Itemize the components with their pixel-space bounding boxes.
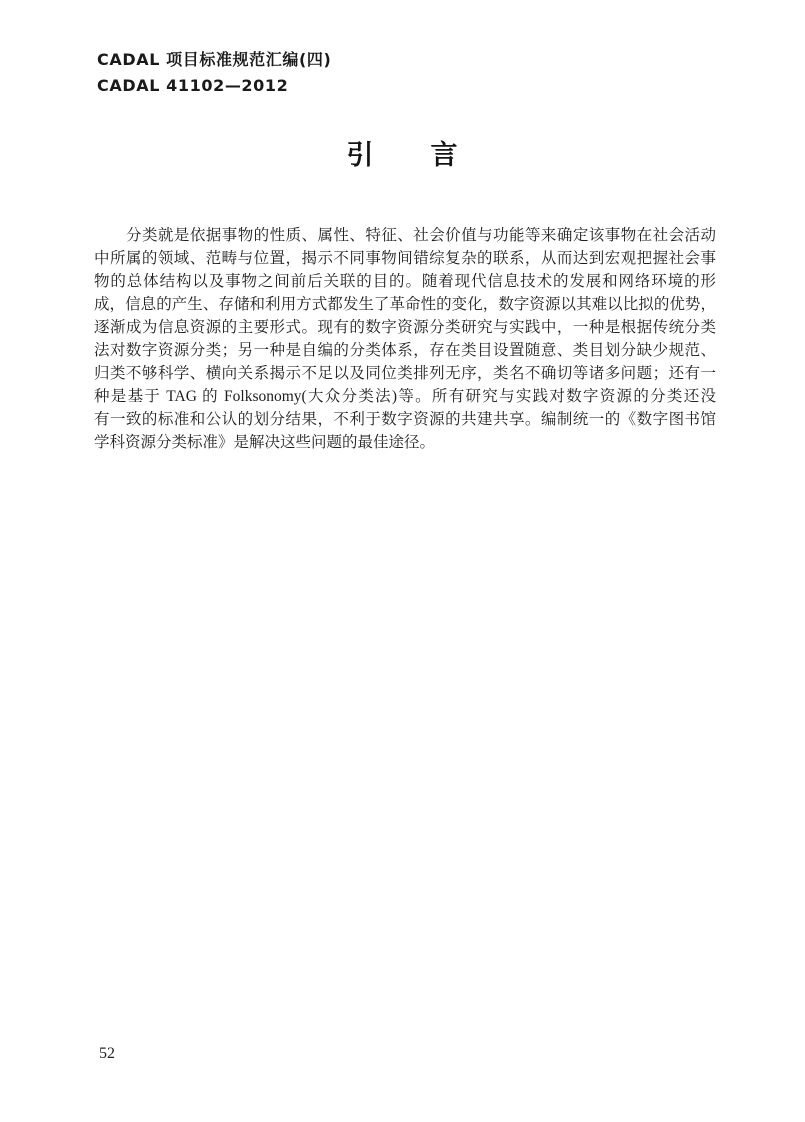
header-standard-number: CADAL 41102—2012 — [97, 76, 289, 95]
paragraph-line: 逐渐成为信息资源的主要形式。现有的数字资源分类研究与实践中，一种是根据传统分类 — [94, 319, 716, 336]
page-number: 52 — [99, 1045, 115, 1062]
paragraph-line: 有一致的标准和公认的划分结果，不利于数字资源的共建共享。编制统一的《数字图书馆 — [94, 411, 716, 428]
section-title: 引 言 — [346, 140, 459, 171]
page-header — [97, 47, 331, 99]
header-compilation-title: CADAL 项目标准规范汇编(四) — [97, 50, 332, 69]
paragraph-line: 归类不够科学、横向关系揭示不足以及同位类排列无序，类名不确切等诸多问题；还有一 — [94, 365, 716, 382]
paragraph-line: 物的总体结构以及事物之间前后关联的目的。随着现代信息技术的发展和网络环境的形 — [94, 273, 716, 290]
paragraph-line: 分类就是依据事物的性质、属性、特征、社会价值与功能等来确定该事物在社会活动 — [126, 227, 716, 244]
paragraph-line: 中所属的领域、范畴与位置，揭示不同事物间错综复杂的联系，从而达到宏观把握社会事 — [94, 250, 716, 267]
paragraph-line: 种是基于 TAG 的 Folksonomy(大众分类法)等。所有研究与实践对数字资源的分类还没 — [94, 388, 716, 405]
paragraph-line: 成，信息的产生、存储和利用方式都发生了革命性的变化，数字资源以其难以比拟的优势， — [94, 296, 716, 313]
paragraph-line: 学科资源分类标准》是解决这些问题的最佳途径。 — [94, 434, 436, 451]
paragraph-line: 法对数字资源分类；另一种是自编的分类体系，存在类目设置随意、类目划分缺少规范、 — [94, 342, 716, 359]
intro-paragraph — [94, 224, 716, 454]
